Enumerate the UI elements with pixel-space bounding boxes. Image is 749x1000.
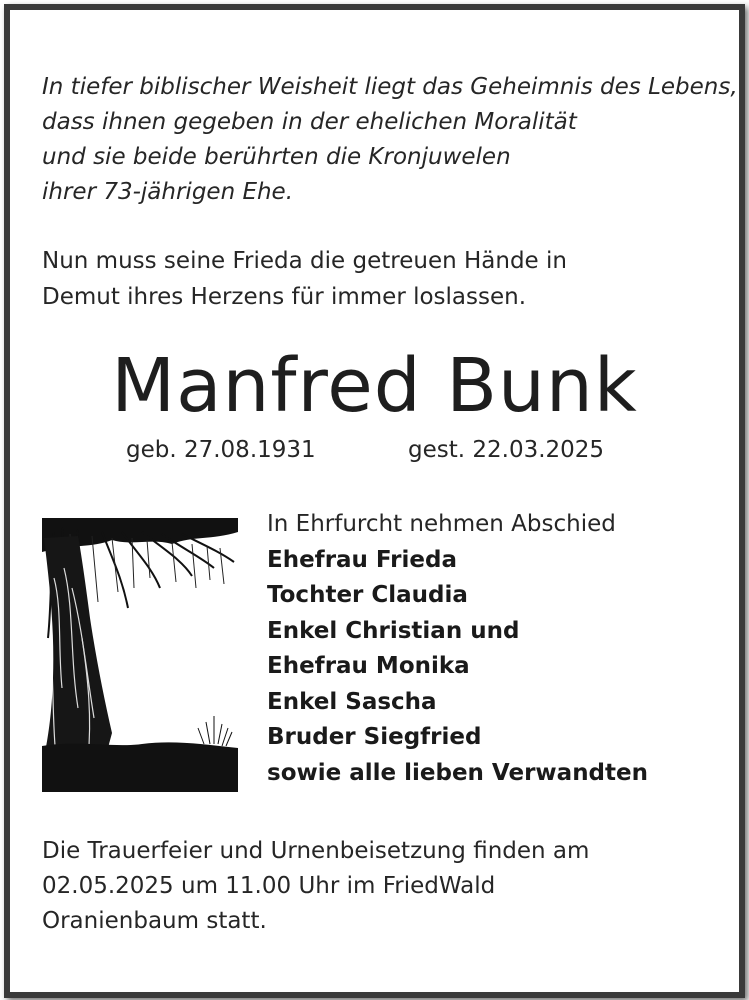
mourner-name: Ehefrau Monika (267, 653, 470, 679)
ceremony-line: Oranienbaum statt. (42, 908, 267, 934)
mourner-name: sowie alle lieben Verwandten (267, 759, 648, 786)
verse-line: dass ihnen gegeben in der ehelichen Moralität (42, 109, 577, 135)
ceremony-info (42, 834, 732, 939)
verse-line: ihrer 73-jährigen Ehe. (42, 179, 294, 205)
intro-line: Nun muss seine Frieda die getreuen Hände in (42, 248, 567, 274)
birth-date: geb. 27.08.1931 (126, 437, 316, 463)
mourner-name: Enkel Sascha (267, 688, 437, 715)
mourner-name: Ehefrau Frieda (267, 546, 457, 573)
death-date: gest. 22.03.2025 (408, 437, 605, 463)
mourners-list (267, 507, 648, 791)
intro-line: Demut ihres Herzens für immer loslassen. (42, 284, 527, 310)
mourner-name: Enkel Christian und (267, 617, 520, 644)
ceremony-line: Die Trauerfeier und Urnenbeisetzung finden am (42, 838, 590, 864)
verse-line: In tiefer biblischer Weisheit liegt das Geheimnis des Lebens, (42, 74, 738, 100)
tree-icon (42, 518, 238, 792)
mourner-name: Tochter Claudia (267, 582, 468, 608)
deceased-name: Manfred Bunk (111, 343, 638, 429)
mourners-lead: In Ehrfurcht nehmen Abschied (267, 511, 616, 537)
verse (42, 70, 738, 210)
intro-text (42, 243, 722, 315)
ceremony-line: 02.05.2025 um 11.00 Uhr im FriedWald (42, 873, 496, 899)
mourner-name: Bruder Siegfried (267, 724, 482, 750)
verse-line: und sie beide berührten die Kronjuwelen (42, 144, 511, 170)
